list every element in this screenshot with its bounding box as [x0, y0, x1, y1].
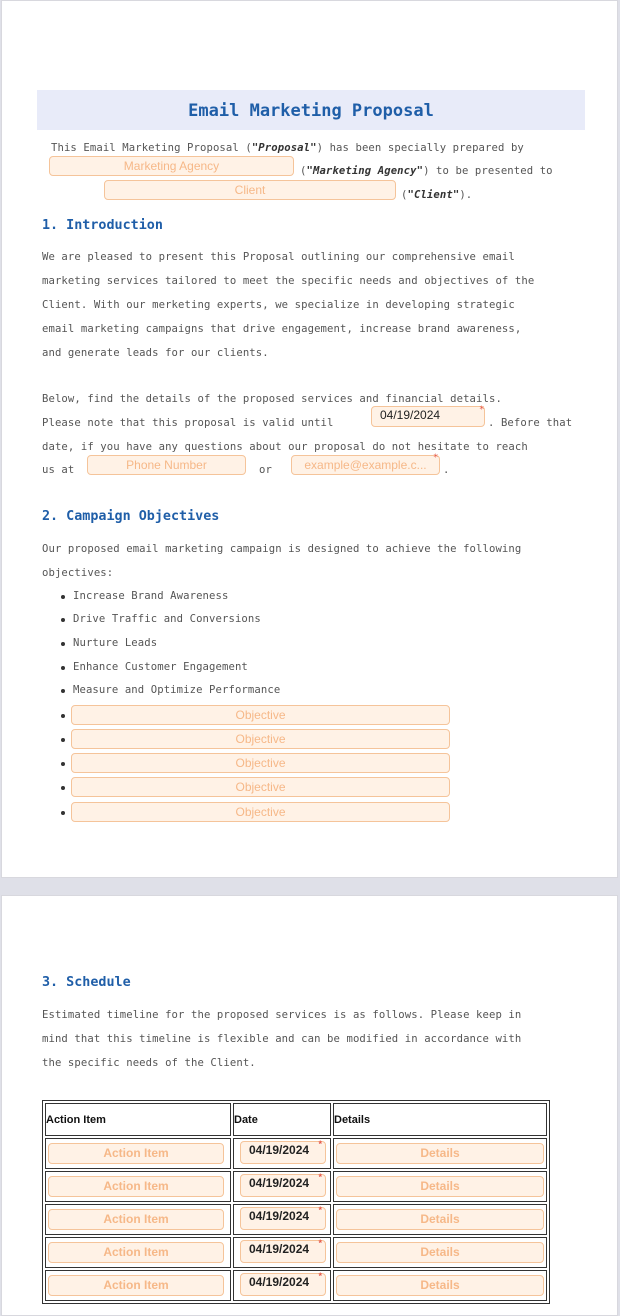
details-field[interactable]: Details	[336, 1143, 544, 1164]
objectives-para-line: Our proposed email marketing campaign is designed to achieve the following	[42, 543, 522, 555]
agency-term-open: (	[300, 165, 307, 177]
bullet-icon	[61, 811, 65, 815]
client-term: "Client"	[407, 189, 460, 201]
bullet-icon	[61, 595, 65, 599]
intro-para-line: and generate leads for our clients.	[42, 347, 269, 359]
table-row	[45, 1171, 547, 1202]
objective-item: Nurture Leads	[73, 637, 158, 649]
agency-term: "Marketing Agency"	[306, 165, 424, 177]
bullet-icon	[61, 618, 65, 622]
schedule-para-line: the specific needs of the Client.	[42, 1057, 256, 1069]
objective-field[interactable]: Objective	[71, 705, 450, 725]
section-heading-schedule: 3. Schedule	[42, 975, 131, 990]
schedule-para-line: Estimated timeline for the proposed services is as follows. Please keep in	[42, 1009, 522, 1021]
date-field[interactable]: 04/19/2024	[240, 1141, 326, 1164]
action-item-field[interactable]: Action Item	[48, 1209, 224, 1230]
bullet-icon	[61, 689, 65, 693]
required-mark: *	[318, 1271, 322, 1281]
table-header-row	[45, 1103, 547, 1136]
objective-field[interactable]: Objective	[71, 753, 450, 773]
or-text: or	[259, 464, 272, 476]
details-para-line: Please note that this proposal is valid until	[42, 417, 334, 429]
intro-para-line: We are pleased to present this Proposal outlining our comprehensive email	[42, 251, 515, 263]
client-term-line	[401, 189, 472, 201]
intro-part2: ) has been specially prepared by	[316, 142, 524, 154]
table-row	[45, 1237, 547, 1268]
details-field[interactable]: Details	[336, 1275, 544, 1296]
table-row	[45, 1270, 547, 1301]
intro-para-line: Client. With our merketing experts, we specialize in developing strategic	[42, 299, 515, 311]
section-heading-campaign-objectives: 2. Campaign Objectives	[42, 509, 220, 524]
objective-field[interactable]: Objective	[71, 777, 450, 797]
proposal-term: "Proposal"	[251, 142, 317, 154]
marketing-agency-field[interactable]: Marketing Agency	[49, 156, 294, 176]
section-heading-introduction: 1. Introduction	[42, 218, 163, 233]
details-para-line: . Before that	[488, 417, 573, 429]
bullet-icon	[61, 642, 65, 646]
valid-until-date-field[interactable]: 04/19/2024	[371, 406, 485, 427]
required-mark: *	[318, 1205, 322, 1215]
agency-term-line	[300, 165, 553, 177]
date-field[interactable]: 04/19/2024	[240, 1207, 326, 1230]
table-row	[45, 1204, 547, 1235]
email-field[interactable]: example@example.c...	[291, 455, 440, 475]
objective-item: Enhance Customer Engagement	[73, 661, 248, 673]
phone-number-field[interactable]: Phone Number	[87, 455, 246, 475]
intro-line	[51, 142, 524, 154]
objective-item: Drive Traffic and Conversions	[73, 613, 261, 625]
objective-field[interactable]: Objective	[71, 802, 450, 822]
intro-para-line: email marketing campaigns that drive engagement, increase brand awareness,	[42, 323, 522, 335]
details-field[interactable]: Details	[336, 1176, 544, 1197]
bullet-icon	[61, 714, 65, 718]
action-item-field[interactable]: Action Item	[48, 1242, 224, 1263]
table-header-cell: Action Item	[45, 1103, 231, 1136]
schedule-para-line: mind that this timeline is flexible and can be modified in accordance with	[42, 1033, 522, 1045]
bullet-icon	[61, 666, 65, 670]
bullet-icon	[61, 786, 65, 790]
required-mark: *	[318, 1139, 322, 1149]
agency-term-close: ) to be presented to	[423, 165, 553, 177]
intro-part1: This Email Marketing Proposal (	[51, 142, 252, 154]
schedule-table	[42, 1100, 550, 1304]
objective-field[interactable]: Objective	[71, 729, 450, 749]
table-header-cell: Details	[333, 1103, 547, 1136]
action-item-field[interactable]: Action Item	[48, 1176, 224, 1197]
bullet-icon	[61, 762, 65, 766]
details-para-end: .	[443, 464, 450, 476]
details-para-line: us at	[42, 464, 75, 476]
details-field[interactable]: Details	[336, 1242, 544, 1263]
required-mark: *	[318, 1172, 322, 1182]
required-mark: *	[318, 1238, 322, 1248]
intro-para-line: marketing services tailored to meet the specific needs and objectives of the	[42, 275, 535, 287]
client-term-open: (	[401, 189, 408, 201]
table-header-cell: Date	[233, 1103, 331, 1136]
details-para-line: Below, find the details of the proposed services and financial details.	[42, 393, 502, 405]
date-field[interactable]: 04/19/2024	[240, 1174, 326, 1197]
client-field[interactable]: Client	[104, 180, 396, 200]
table-row	[45, 1138, 547, 1169]
required-mark: *	[479, 405, 485, 415]
date-field[interactable]: 04/19/2024	[240, 1240, 326, 1263]
details-field[interactable]: Details	[336, 1209, 544, 1230]
date-field[interactable]: 04/19/2024	[240, 1273, 326, 1296]
objectives-para-line: objectives:	[42, 567, 114, 579]
required-mark: *	[433, 453, 439, 463]
bullet-icon	[61, 738, 65, 742]
document-title: Email Marketing Proposal	[188, 101, 434, 121]
objective-item: Increase Brand Awareness	[73, 590, 229, 602]
action-item-field[interactable]: Action Item	[48, 1275, 224, 1296]
objective-item: Measure and Optimize Performance	[73, 684, 281, 696]
details-para-line: date, if you have any questions about our proposal do not hesitate to reach	[42, 441, 528, 453]
client-term-close: ).	[459, 189, 473, 201]
action-item-field[interactable]: Action Item	[48, 1143, 224, 1164]
